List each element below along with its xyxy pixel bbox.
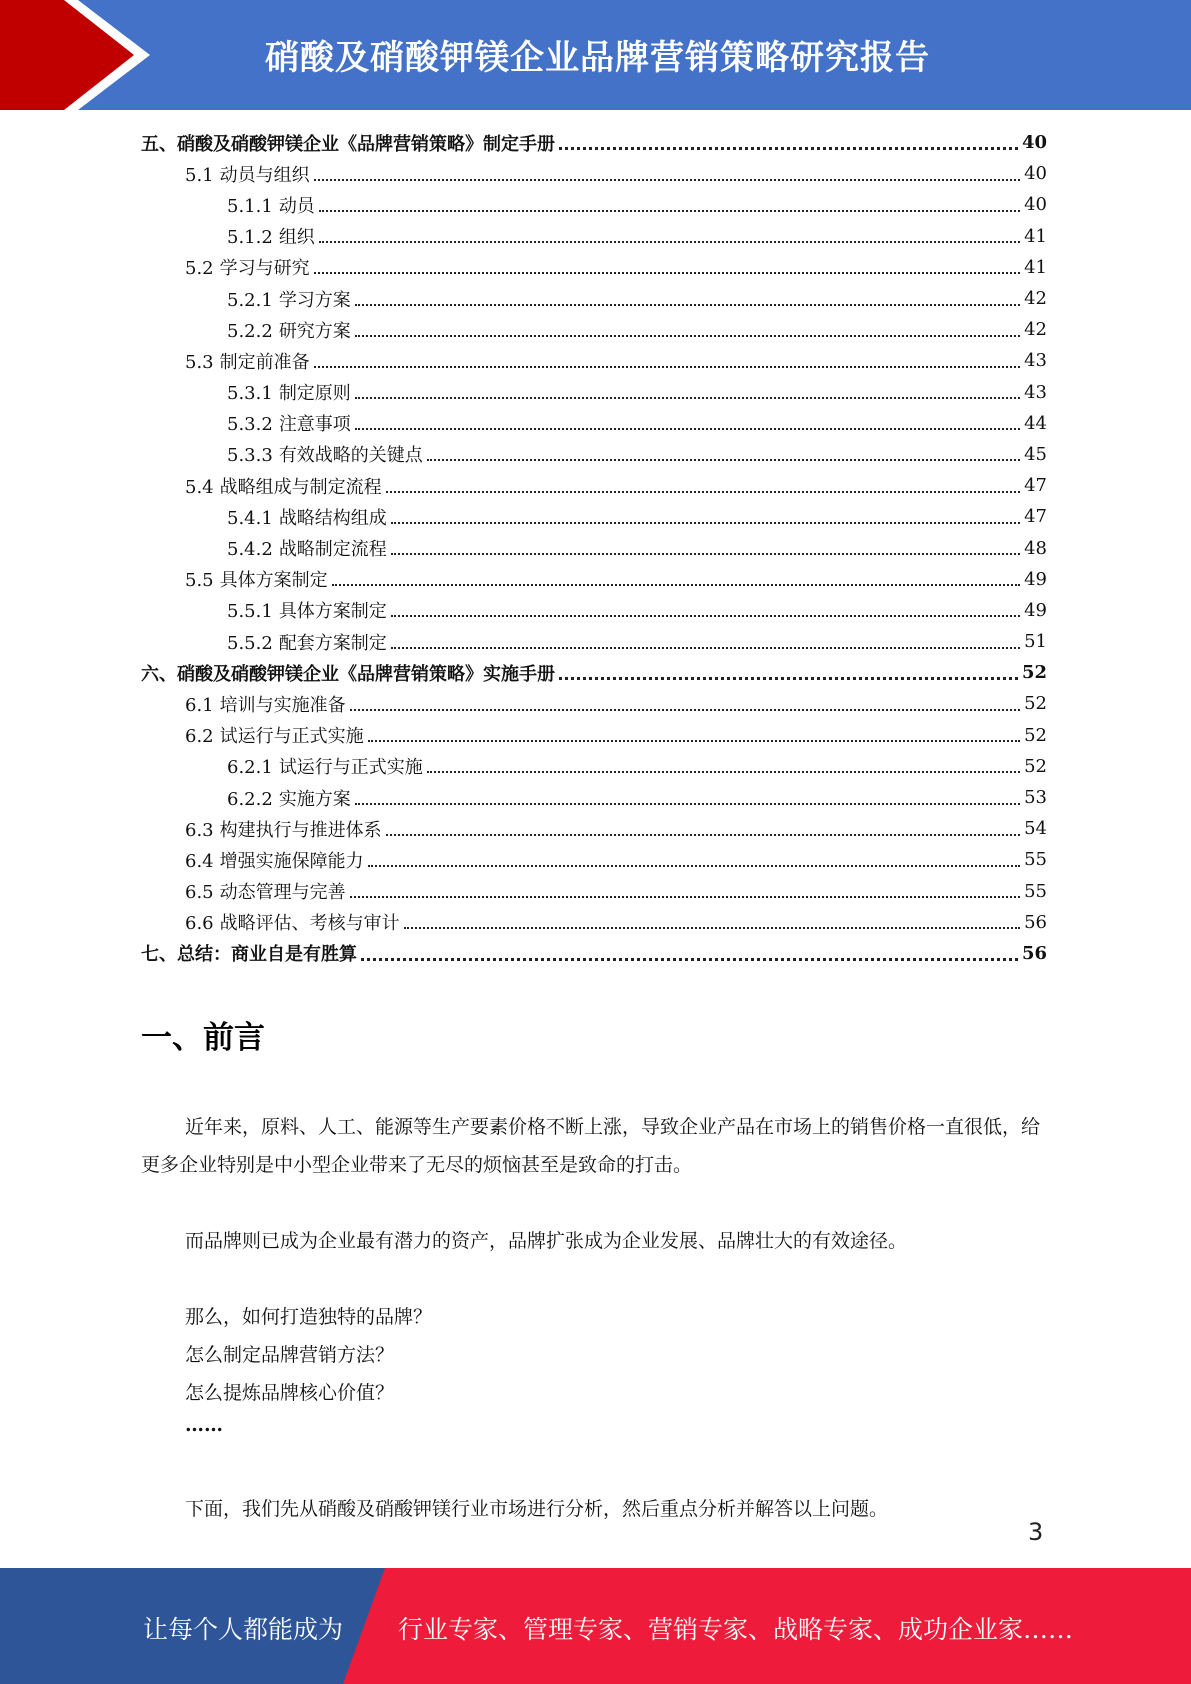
toc-entry-number: 6.1: [185, 694, 214, 716]
toc-entry[interactable]: [141, 751, 1047, 782]
toc-entry-text: 研究方案: [278, 320, 351, 342]
page-number: 3: [1028, 1518, 1044, 1546]
toc-entry-label: [227, 410, 353, 436]
toc-entry-text: 学习与研究: [219, 258, 310, 280]
toc-entry-label: [141, 660, 557, 686]
toc-entry-page: 56: [1021, 942, 1047, 964]
toc-leader-dots: [355, 304, 1020, 306]
toc-entry-page: 52: [1024, 724, 1047, 746]
toc-entry[interactable]: [141, 564, 1047, 595]
toc-leader-dots: [355, 803, 1020, 805]
toc-entry-page: 40: [1024, 194, 1047, 216]
table-of-contents: [141, 127, 1047, 969]
toc-entry-label: [185, 566, 330, 592]
toc-entry[interactable]: [141, 844, 1047, 875]
toc-entry-text: 制定前准备: [219, 351, 310, 373]
footer-slogan-left: 让每个人都能成为: [143, 1615, 344, 1644]
toc-leader-dots: [319, 210, 1020, 212]
toc-entry-text: 战略结构组成: [278, 507, 387, 529]
toc-entry-text: 增强实施保障能力: [219, 850, 364, 872]
toc-entry[interactable]: [141, 876, 1047, 907]
toc-entry-page: 51: [1024, 631, 1047, 653]
toc-entry-page: 45: [1024, 443, 1047, 465]
toc-entry-text: 培训与实施准备: [219, 694, 346, 716]
toc-entry[interactable]: [141, 470, 1047, 501]
page-footer: [0, 1568, 1191, 1684]
toc-leader-dots: [404, 927, 1020, 929]
toc-entry-text: 战略制定流程: [278, 539, 387, 561]
toc-entry-text: 有效战略的关键点: [278, 445, 423, 467]
paragraph: 而品牌则已成为企业最有潜力的资产，品牌扩张成为企业发展、品牌壮大的有效途径。: [185, 1230, 908, 1252]
toc-entry-label: [185, 909, 402, 935]
toc-entry[interactable]: [141, 626, 1047, 657]
toc-entry-number: 5.3.3: [227, 445, 273, 467]
toc-entry[interactable]: [141, 221, 1047, 252]
toc-entry-page: 49: [1024, 599, 1047, 621]
toc-entry-label: [227, 629, 389, 655]
toc-entry-page: 55: [1024, 880, 1047, 902]
toc-entry-text: 五、硝酸及硝酸钾镁企业《品牌营销策略》制定手册: [141, 133, 555, 155]
toc-entry-page: 40: [1021, 132, 1047, 154]
toc-entry-label: [227, 785, 353, 811]
toc-entry-text: 战略组成与制定流程: [219, 476, 382, 498]
toc-leader-dots: [332, 584, 1020, 586]
toc-entry-label: [141, 940, 359, 966]
toc-entry[interactable]: [141, 595, 1047, 626]
toc-entry[interactable]: [141, 377, 1047, 408]
toc-entry[interactable]: [141, 532, 1047, 563]
toc-leader-dots: [314, 366, 1020, 368]
toc-entry[interactable]: [141, 345, 1047, 376]
toc-entry-number: 5.3.2: [227, 414, 273, 436]
toc-leader-dots: [391, 553, 1020, 555]
toc-entry[interactable]: [141, 813, 1047, 844]
toc-entry-text: 组织: [278, 227, 315, 249]
toc-entry[interactable]: [141, 782, 1047, 813]
toc-entry-number: 5.4.1: [227, 507, 273, 529]
toc-leader-dots: [368, 740, 1020, 742]
toc-entry-number: 5.3: [185, 351, 214, 373]
toc-leader-dots: [355, 397, 1020, 399]
paragraph: 近年来，原料、人工、能源等生产要素价格不断上涨，导致企业产品在市场上的销售价格一直很低，给更多企业特别是中小型企业带来了无尽的烦恼甚至是致命的打击。: [141, 1116, 1041, 1176]
ellipsis-line: ……: [185, 1414, 223, 1436]
toc-entry-number: 6.4: [185, 850, 214, 872]
toc-entry-label: [227, 192, 317, 218]
toc-entry-number: 5.1.2: [227, 227, 273, 249]
question-line: 怎么制定品牌营销方法？: [185, 1344, 395, 1366]
toc-entry-text: 具体方案制定: [219, 570, 328, 592]
toc-entry-label: [227, 286, 353, 312]
toc-entry[interactable]: [141, 158, 1047, 189]
toc-entry-text: 学习方案: [278, 289, 351, 311]
toc-entry[interactable]: [141, 439, 1047, 470]
toc-leader-dots: [559, 147, 1018, 150]
toc-entry[interactable]: [141, 907, 1047, 938]
toc-entry-number: 5.4.2: [227, 539, 273, 561]
paragraph: 下面，我们先从硝酸及硝酸钾镁行业市场进行分析，然后重点分析并解答以上问题。: [185, 1498, 889, 1520]
toc-entry-number: 5.1.1: [227, 195, 273, 217]
toc-entry-number: 5.4: [185, 476, 214, 498]
toc-entry-text: 实施方案: [278, 788, 351, 810]
toc-entry-label: [227, 504, 389, 530]
footer-slogan-right: 行业专家、管理专家、营销专家、战略专家、成功企业家……: [398, 1615, 1074, 1644]
toc-entry-number: 6.6: [185, 913, 214, 935]
toc-leader-dots: [386, 834, 1020, 836]
toc-entry-label: [227, 441, 425, 467]
toc-entry-text: 动员与组织: [219, 164, 310, 186]
toc-entry-number: 5.2.2: [227, 320, 273, 342]
toc-leader-dots: [350, 896, 1020, 898]
toc-entry-label: [227, 223, 317, 249]
toc-entry-label: [185, 348, 312, 374]
toc-entry-label: [141, 130, 557, 156]
toc-entry-page: 49: [1024, 568, 1047, 590]
toc-leader-dots: [391, 522, 1020, 524]
toc-entry-text: 试运行与正式实施: [278, 757, 423, 779]
toc-entry-label: [227, 379, 353, 405]
toc-entry-text: 动员: [278, 195, 315, 217]
toc-entry-page: 52: [1024, 755, 1047, 777]
toc-entry[interactable]: [141, 657, 1047, 688]
toc-entry[interactable]: [141, 127, 1047, 158]
toc-leader-dots: [386, 491, 1020, 493]
toc-entry-page: 43: [1024, 350, 1047, 372]
toc-entry-text: 七、总结：商业自是有胜算: [141, 944, 357, 966]
toc-leader-dots: [427, 771, 1020, 773]
toc-entry-page: 42: [1024, 319, 1047, 341]
toc-entry-label: [227, 753, 425, 779]
toc-entry-page: 44: [1024, 412, 1047, 434]
toc-entry-label: [185, 722, 366, 748]
toc-leader-dots: [391, 647, 1020, 649]
toc-leader-dots: [368, 865, 1020, 867]
toc-entry-label: [227, 597, 389, 623]
toc-entry-number: 5.5.2: [227, 632, 273, 654]
toc-entry-page: 43: [1024, 381, 1047, 403]
toc-entry[interactable]: [141, 252, 1047, 283]
toc-entry[interactable]: [141, 720, 1047, 751]
toc-entry-text: 六、硝酸及硝酸钾镁企业《品牌营销策略》实施手册: [141, 663, 555, 685]
toc-entry-page: 41: [1024, 256, 1047, 278]
toc-leader-dots: [559, 677, 1018, 680]
toc-entry-text: 试运行与正式实施: [219, 726, 364, 748]
toc-entry-text: 配套方案制定: [278, 632, 387, 654]
toc-entry-number: 5.5: [185, 570, 214, 592]
toc-entry-page: 40: [1024, 163, 1047, 185]
report-title: 硝酸及硝酸钾镁企业品牌营销策略研究报告: [265, 38, 930, 78]
toc-entry-label: [185, 161, 312, 187]
toc-entry[interactable]: [141, 314, 1047, 345]
toc-entry-label: [185, 847, 366, 873]
toc-entry-text: 战略评估、考核与审计: [219, 913, 400, 935]
toc-entry-number: 5.1: [185, 164, 214, 186]
toc-entry-page: 54: [1024, 818, 1047, 840]
toc-entry-page: 55: [1024, 849, 1047, 871]
toc-leader-dots: [314, 272, 1020, 274]
toc-entry-page: 56: [1024, 911, 1047, 933]
toc-leader-dots: [350, 709, 1020, 711]
toc-entry-page: 52: [1024, 693, 1047, 715]
toc-entry-label: [227, 317, 353, 343]
toc-entry-text: 构建执行与推进体系: [219, 819, 382, 841]
toc-entry-page: 41: [1024, 225, 1047, 247]
toc-leader-dots: [355, 428, 1020, 430]
toc-leader-dots: [355, 335, 1020, 337]
toc-entry[interactable]: [141, 688, 1047, 719]
toc-entry-text: 制定原则: [278, 383, 351, 405]
toc-leader-dots: [391, 615, 1020, 617]
toc-entry-label: [227, 535, 389, 561]
toc-entry[interactable]: [141, 283, 1047, 314]
toc-entry-text: 具体方案制定: [278, 601, 387, 623]
toc-entry[interactable]: [141, 501, 1047, 532]
toc-entry-text: 动态管理与完善: [219, 882, 346, 904]
toc-entry-label: [185, 254, 312, 280]
toc-leader-dots: [361, 958, 1018, 961]
page-header: [0, 0, 1191, 110]
toc-entry-number: 6.2.2: [227, 788, 273, 810]
section-heading: 一、前言: [141, 1020, 265, 1056]
toc-entry-page: 48: [1024, 537, 1047, 559]
toc-entry-label: [185, 878, 348, 904]
toc-entry[interactable]: [141, 938, 1047, 969]
toc-entry-number: 6.5: [185, 882, 214, 904]
toc-entry-label: [185, 691, 348, 717]
toc-entry-text: 注意事项: [278, 414, 351, 436]
toc-entry-page: 53: [1024, 787, 1047, 809]
toc-entry-label: [185, 816, 384, 842]
toc-entry-number: 6.2: [185, 726, 214, 748]
toc-entry-number: 5.3.1: [227, 383, 273, 405]
toc-entry-page: 52: [1021, 662, 1047, 684]
toc-entry-number: 5.2.1: [227, 289, 273, 311]
toc-entry-page: 47: [1024, 506, 1047, 528]
toc-leader-dots: [427, 459, 1020, 461]
question-line: 那么，如何打造独特的品牌？: [185, 1306, 433, 1328]
question-line: 怎么提炼品牌核心价值？: [185, 1382, 395, 1404]
toc-entry-page: 47: [1024, 475, 1047, 497]
toc-leader-dots: [319, 241, 1020, 243]
toc-entry[interactable]: [141, 408, 1047, 439]
toc-entry-number: 6.2.1: [227, 757, 273, 779]
toc-entry-number: 6.3: [185, 819, 214, 841]
toc-entry-number: 5.5.1: [227, 601, 273, 623]
toc-entry[interactable]: [141, 189, 1047, 220]
toc-entry-label: [185, 473, 384, 499]
toc-entry-number: 5.2: [185, 258, 214, 280]
toc-leader-dots: [314, 179, 1020, 181]
toc-entry-page: 42: [1024, 288, 1047, 310]
